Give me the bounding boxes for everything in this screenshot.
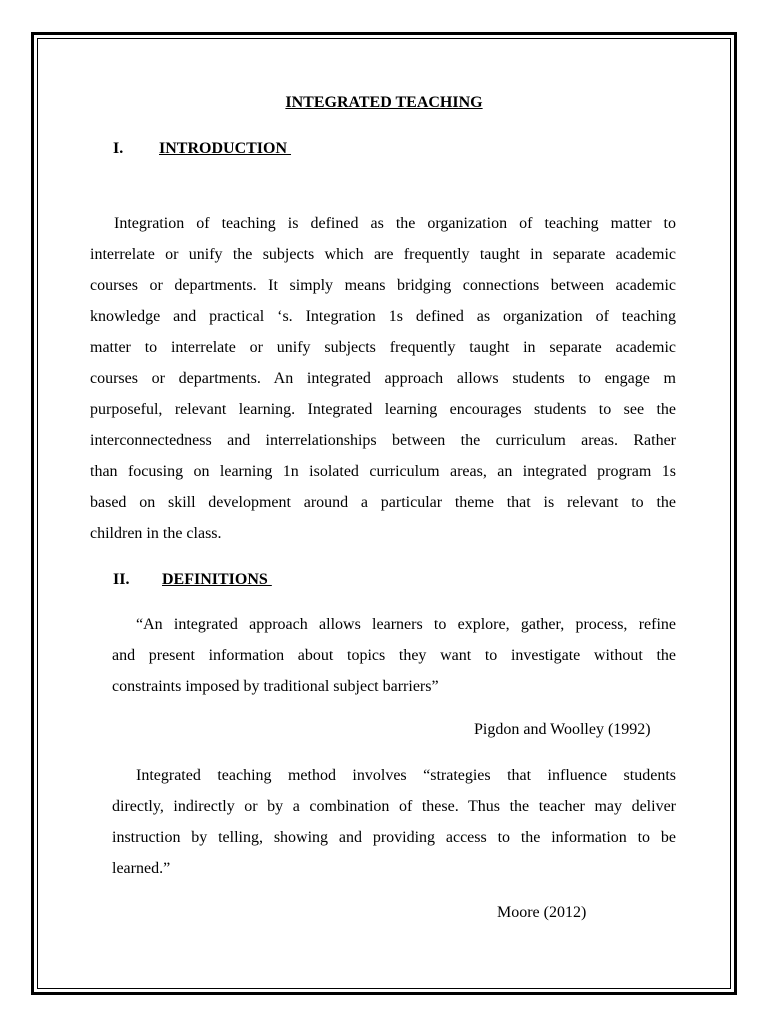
introduction-paragraph (90, 208, 676, 549)
quote-attribution: Moore (2012) (497, 904, 587, 921)
quote-line: directly, indirectly or by a combination of these. Thus the teacher may deliver (112, 798, 676, 815)
paragraph-line: Integration of teaching is defined as the organization of teaching matter to (114, 215, 676, 232)
section-number: II. (113, 571, 130, 588)
section-title: DEFINITIONS (162, 571, 272, 588)
paragraph-line: interrelate or unify the subjects which are frequently taught in separate academic (90, 246, 676, 263)
paragraph-line: purposeful, relevant learning. Integrated learning encourages students to see the (90, 401, 676, 418)
quote-line: constraints imposed by traditional subject barriers” (112, 678, 439, 695)
section-heading-introduction (113, 140, 413, 160)
paragraph-line: matter to interrelate or unify subjects frequently taught in separate academic (90, 339, 676, 356)
quote-line: instruction by telling, showing and providing access to the information to be (112, 829, 676, 846)
paragraph-line: interconnectedness and interrelationships between the curriculum areas. Rather (90, 432, 676, 449)
definition-quote-2 (112, 760, 676, 884)
paragraph-line: courses or departments. An integrated approach allows students to engage m (90, 370, 676, 387)
section-number: I. (113, 140, 124, 157)
paragraph-line: than focusing on learning 1n isolated curriculum areas, an integrated program 1s (90, 463, 676, 480)
document-title: INTEGRATED TEACHING (285, 94, 483, 111)
paragraph-line: children in the class. (90, 525, 222, 542)
paragraph-line: knowledge and practical ‘s. Integration 1s defined as organization of teaching (90, 308, 676, 325)
section-title: INTRODUCTION (159, 140, 292, 157)
paragraph-line: courses or departments. It simply means bridging connections between academic (90, 277, 676, 294)
quote-line: Integrated teaching method involves “strategies that influence students (136, 767, 676, 784)
paragraph-line: based on skill development around a particular theme that is relevant to the (90, 494, 676, 511)
quote-line: and present information about topics they want to investigate without the (112, 647, 676, 664)
quote-attribution: Pigdon and Woolley (1992) (474, 721, 651, 738)
definition-quote-1 (112, 609, 676, 702)
quote-line: “An integrated approach allows learners to explore, gather, process, refine (136, 616, 676, 633)
section-heading-definitions (113, 571, 413, 591)
quote-line: learned.” (112, 860, 171, 877)
